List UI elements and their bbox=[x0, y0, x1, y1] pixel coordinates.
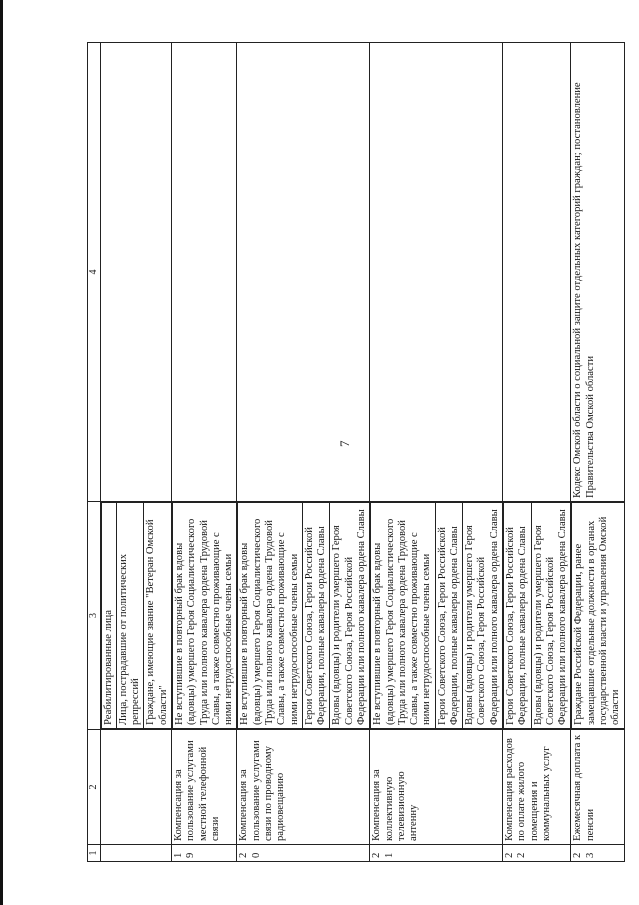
header-col-4: 4 bbox=[88, 43, 101, 502]
legal-basis bbox=[100, 43, 171, 502]
service-name: Компенсация расходов по оплате жилого помещения и коммунальных услуг bbox=[503, 730, 571, 845]
row-number: 19 bbox=[172, 845, 237, 862]
category-item: Не вступившие в повторный брак вдовы (вдовцы) умершего Героя Социалистического Труда или полного кавалера ордена Трудовой Славы, а также совместно проживающие с ними нетрудоспособные члены семьи bbox=[238, 503, 302, 729]
category-item: Не вступившие в повторный брак вдовы (вдовцы) умершего Героя Социалистического Труда или полного кавалера ордена Трудовой Славы, а также совместно проживающие с ними нетрудоспособные члены семьи bbox=[173, 503, 237, 729]
category-item: Герои Советского Союза, Герои Российской Федерации, полные кавалеры ордена Славы bbox=[504, 503, 532, 729]
row-number: 23 bbox=[571, 845, 624, 862]
category-item: Вдовы (вдовцы) и родители умершего Героя Советского Союза, Героя Российской Федерации или полного кавалера ордена Славы bbox=[330, 503, 369, 729]
service-name bbox=[100, 730, 171, 845]
header-col-2: 2 bbox=[88, 730, 101, 845]
service-name: Компенсация за коллективную телевизионную антенну bbox=[370, 730, 503, 845]
row-number: 21 bbox=[370, 845, 503, 862]
categories-cell bbox=[172, 502, 237, 730]
categories-cell bbox=[237, 502, 370, 730]
category-item: Лица, пострадавшие от политических репрессий bbox=[116, 503, 144, 729]
category-item: Граждане, имеющие звание "Ветеран Омской области" bbox=[144, 503, 171, 729]
row-number: 20 bbox=[237, 845, 370, 862]
legal-basis bbox=[237, 43, 370, 502]
page-number: 7 bbox=[337, 440, 352, 447]
rotated-page-content bbox=[87, 42, 622, 862]
categories-cell bbox=[503, 502, 571, 730]
legal-basis: Кодекс Омской области о социальной защите отдельных категорий граждан; постановление Правительства Омской области bbox=[571, 43, 624, 502]
service-name: Компенсация за пользование услугами связи по проводному радиовещанию bbox=[237, 730, 370, 845]
row-number: 22 bbox=[503, 845, 571, 862]
table-row bbox=[237, 43, 370, 862]
legal-basis bbox=[172, 43, 237, 502]
legal-basis bbox=[370, 43, 503, 502]
category-item: Вдовы (вдовцы) и родители умершего Героя Советского Союза, Героя Российской Федерации или полного кавалера ордена Славы bbox=[463, 503, 502, 729]
category-item: Реабилитированные лица bbox=[101, 503, 116, 729]
header-col-1: 1 bbox=[88, 845, 101, 862]
table-row bbox=[571, 43, 624, 862]
table-row bbox=[100, 43, 171, 862]
category-item: Герои Советского Союза, Герои Российской Федерации, полные кавалеры ордена Славы bbox=[435, 503, 463, 729]
table-row bbox=[172, 43, 237, 862]
service-name: Компенсация за пользование услугами местной телефонной связи bbox=[172, 730, 237, 845]
table-row bbox=[503, 43, 571, 862]
benefits-table bbox=[87, 42, 625, 862]
category-item: Вдовы (вдовцы) и родители умершего Героя Советского Союза, Героя Российской Федерации или полного кавалера ордена Славы bbox=[531, 503, 570, 729]
header-col-3: 3 bbox=[88, 502, 101, 730]
legal-basis bbox=[503, 43, 571, 502]
category-item: Герои Советского Союза, Герои Российской Федерации, полные кавалеры ордена Славы bbox=[302, 503, 330, 729]
categories-cell bbox=[571, 502, 624, 730]
categories-cell bbox=[370, 502, 503, 730]
row-number bbox=[100, 845, 171, 862]
table-header-row bbox=[88, 43, 101, 862]
category-item: Граждане Российской Федерации, ранее замещавшие отдельные должности в органах государственной власти и управления Омской области bbox=[572, 503, 624, 729]
categories-cell bbox=[100, 502, 171, 730]
table-row bbox=[370, 43, 503, 862]
service-name: Ежемесячная доплата к пенсии bbox=[571, 730, 624, 845]
category-item: Не вступившие в повторный брак вдовы (вдовцы) умершего Героя Социалистического Труда или полного кавалера ордена Трудовой Славы, а также совместно проживающие с ними нетрудоспособные члены семьи bbox=[371, 503, 435, 729]
scan-edge-shadow bbox=[0, 0, 3, 905]
